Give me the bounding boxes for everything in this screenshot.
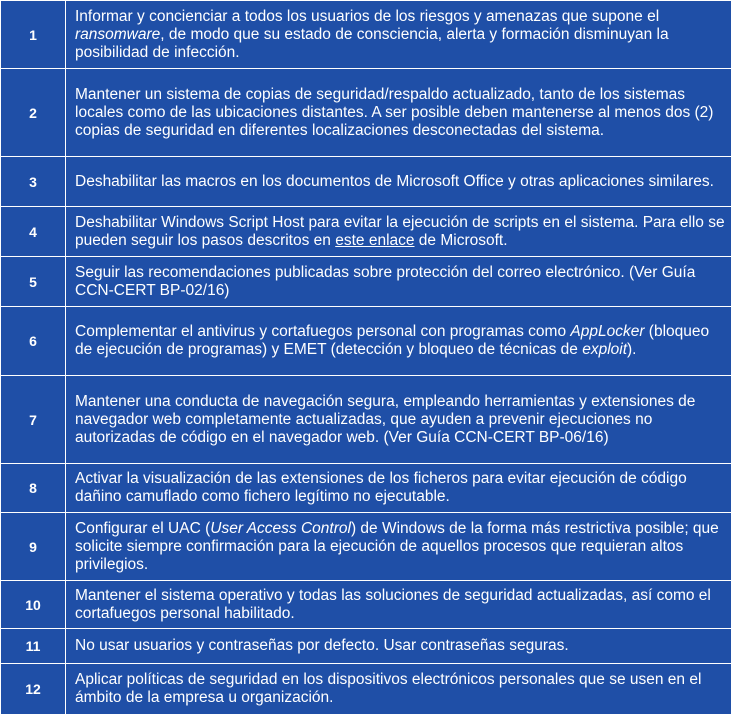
row-text: Seguir las recomendaciones publicadas sobre protección del correo electrónico. (Ver Guía CCN-CERT BP-02/16) [66,257,732,307]
row-number: 10 [1,581,66,629]
row-text: Mantener una conducta de navegación segura, empleando herramientas y extensiones de navegador web completamente actualizadas, que ayuden a prevenir ejecuciones no autorizadas de código en el navegador web. (Ver Guía CCN-CERT BP-06/16) [66,376,732,464]
row-text: Deshabilitar Windows Script Host para evitar la ejecución de scripts en el sistema. Para ello se pueden seguir los pasos descritos en este enlace de Microsoft. [66,207,732,257]
table-row [1,307,732,376]
table-row [1,376,732,464]
row-number: 7 [1,376,66,464]
table-row [1,69,732,157]
row-number: 1 [1,1,66,69]
row-text: Informar y concienciar a todos los usuarios de los riesgos y amenazas que supone el ransomware, de modo que su estado de consciencia, alerta y formación disminuyan la posibilidad de infección. [66,1,732,69]
row-number: 5 [1,257,66,307]
row-text: Configurar el UAC (User Access Control) de Windows de la forma más restrictiva posible; que solicite siempre confirmación para la ejecución de aquellos procesos que requieran altos privilegios. [66,513,732,581]
row-number: 8 [1,464,66,513]
row-number: 11 [1,629,66,664]
row-text: Activar la visualización de las extensiones de los ficheros para evitar ejecución de código dañino camuflado como fichero legítimo no ejecutable. [66,464,732,513]
row-text: Complementar el antivirus y cortafuegos personal con programas como AppLocker (bloqueo de ejecución de programas) y EMET (detección y bloqueo de técnicas de exploit). [66,307,732,376]
row-text: No usar usuarios y contraseñas por defecto. Usar contraseñas seguras. [66,629,732,664]
table-row [1,513,732,581]
row-number: 9 [1,513,66,581]
microsoft-link[interactable]: este enlace [335,231,415,249]
row-text: Mantener un sistema de copias de seguridad/respaldo actualizado, tanto de los sistemas locales como de las ubicaciones distantes. A ser posible deben mantenerse al menos dos (2) copias de seguridad en diferentes localizaciones desconectadas del sistema. [66,69,732,157]
row-number: 2 [1,69,66,157]
row-text: Aplicar políticas de seguridad en los dispositivos electrónicos personales que se usen en el ámbito de la empresa u organización. [66,664,732,715]
row-text: Mantener el sistema operativo y todas las soluciones de seguridad actualizadas, así como el cortafuegos personal habilitado. [66,581,732,629]
table-row [1,157,732,207]
row-number: 3 [1,157,66,207]
table-row [1,629,732,664]
row-number: 6 [1,307,66,376]
table-row [1,581,732,629]
table-row [1,1,732,69]
table-row [1,464,732,513]
row-text: Deshabilitar las macros en los documentos de Microsoft Office y otras aplicaciones similares. [66,157,732,207]
row-number: 4 [1,207,66,257]
table-row [1,664,732,715]
table-row [1,207,732,257]
table-row [1,257,732,307]
row-number: 12 [1,664,66,715]
